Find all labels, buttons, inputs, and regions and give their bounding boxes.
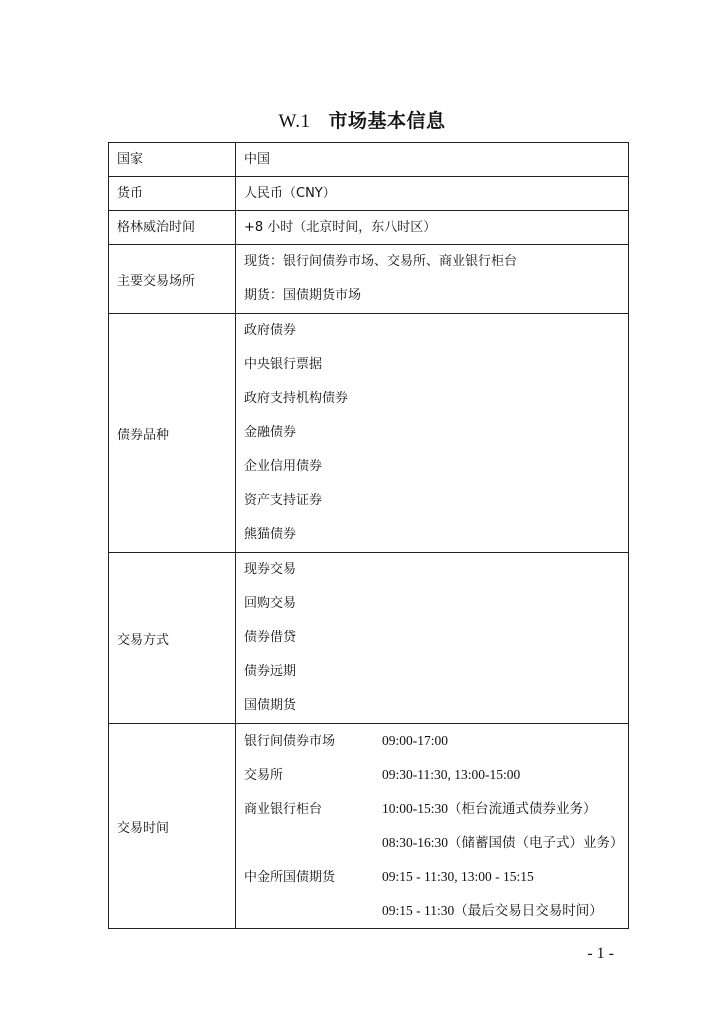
- row-label: 主要交易场所: [109, 245, 236, 314]
- venue-name: 商业银行柜台: [244, 802, 323, 817]
- row-label: 交易方式: [109, 553, 236, 724]
- table-row-country: [109, 143, 629, 177]
- row-value: [236, 314, 629, 553]
- row-label: 货币: [109, 177, 236, 211]
- section-number: W.1: [278, 111, 311, 132]
- section-title: [0, 106, 724, 133]
- row-label: 交易时间: [109, 724, 236, 929]
- venue-name: 银行间债券市场: [244, 734, 336, 749]
- row-value: 中国: [236, 143, 629, 177]
- page-number: - 1 -: [587, 945, 614, 962]
- list-item: [244, 724, 628, 758]
- row-value: [236, 553, 629, 724]
- list-item: [244, 894, 628, 928]
- table-row-trade-methods: [109, 553, 629, 724]
- list-item: 中央银行票据: [244, 357, 323, 372]
- row-value: 人民币（CNY）: [236, 177, 629, 211]
- row-value: [236, 724, 629, 929]
- list-item: 金融债券: [244, 425, 297, 440]
- section-title-text: 市场基本信息: [328, 110, 446, 132]
- list-item: [244, 758, 628, 792]
- list-item: 资产支持证券: [244, 493, 323, 508]
- venue-time: 10:00-15:30（柜台流通式债券业务）: [382, 801, 597, 816]
- list-item: 期货：国债期货市场: [244, 288, 362, 303]
- table-row-bond-types: [109, 314, 629, 553]
- venue-time: 08:30-16:30（储蓄国债（电子式）业务）: [382, 835, 624, 850]
- list-item: 债券借贷: [244, 630, 297, 645]
- venue-name: 中金所国债期货: [244, 870, 336, 885]
- venue-time: 09:15 - 11:30（最后交易日交易时间）: [382, 903, 603, 918]
- list-item: 企业信用债券: [244, 459, 323, 474]
- table-row-currency: [109, 177, 629, 211]
- list-item: 债券远期: [244, 664, 297, 679]
- row-label: 格林威治时间: [109, 211, 236, 245]
- list-item: 现券交易: [244, 562, 297, 577]
- row-value: [236, 245, 629, 314]
- list-item: [244, 792, 628, 826]
- list-item: 政府债券: [244, 323, 297, 338]
- table-row-venues: [109, 245, 629, 314]
- list-item: [244, 826, 628, 860]
- list-item: 现货：银行间债券市场、交易所、商业银行柜台: [244, 254, 518, 269]
- venue-time: 09:00-17:00: [382, 733, 448, 748]
- market-info-table: [108, 142, 629, 929]
- list-item: 政府支持机构债券: [244, 391, 349, 406]
- venue-time: 09:15 - 11:30, 13:00 - 15:15: [382, 869, 534, 884]
- row-value: +8 小时（北京时间，东八时区）: [236, 211, 629, 245]
- list-item: 国债期货: [244, 698, 297, 713]
- table-row-gmt: [109, 211, 629, 245]
- venue-name: 交易所: [244, 768, 284, 783]
- row-label: 国家: [109, 143, 236, 177]
- list-item: 回购交易: [244, 596, 297, 611]
- list-item: 熊猫债券: [244, 527, 297, 542]
- table-row-trading-hours: [109, 724, 629, 929]
- venue-time: 09:30-11:30, 13:00-15:00: [382, 767, 521, 782]
- row-label: 债券品种: [109, 314, 236, 553]
- list-item: [244, 860, 628, 894]
